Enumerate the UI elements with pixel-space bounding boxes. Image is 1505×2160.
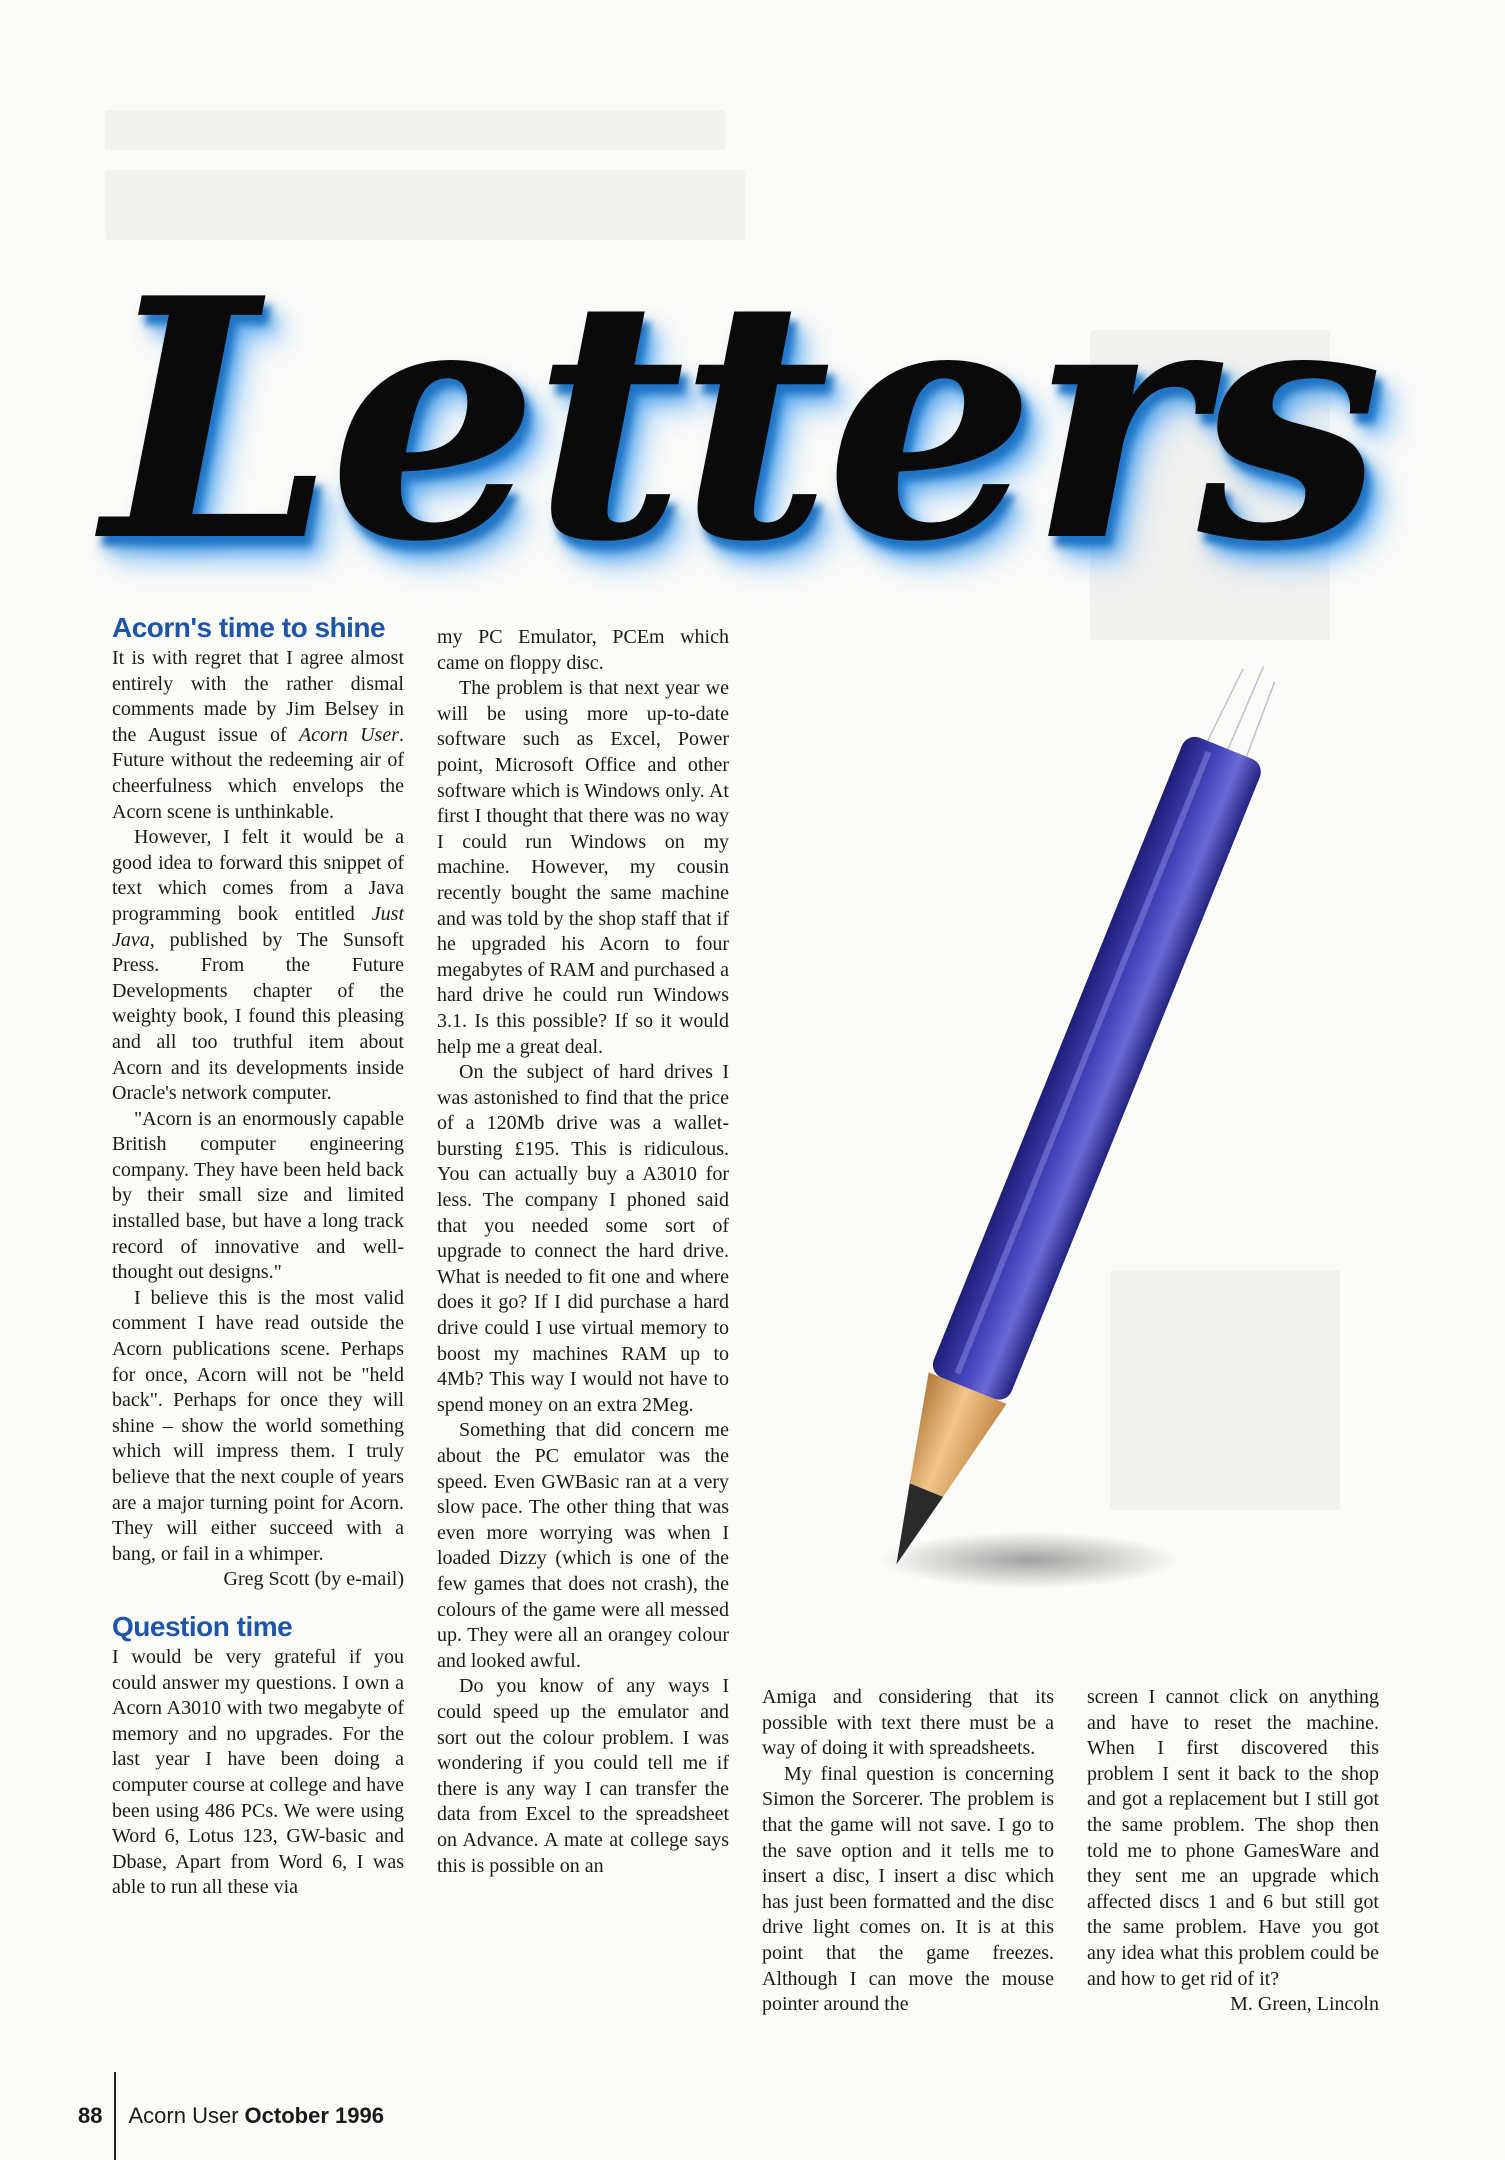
page-number: 88 xyxy=(78,2103,103,2128)
letter-paragraph: Amiga and considering that its possible with text there must be a way of doing it with spreadsheets. xyxy=(762,1686,1054,1760)
letter-heading: Question time xyxy=(112,1610,293,1642)
column-2 xyxy=(437,625,729,1879)
letter-paragraph: Do you know of any ways I could speed up the emulator and sort out the colour problem. I was wondering if you could tell me if there is any way I can transfer the data from Excel to the spreadsheet on Advance. A mate at college says this is possible on an xyxy=(437,1675,729,1877)
letter-paragraph: Something that did concern me about the PC emulator was the speed. Even GWBasic ran at a very slow pace. The other thing that was even more worrying was when I loaded Dizzy (which is one of the few games that does not crash), the colours of the game were all messed up. They were all an orangey colour and looked awful. xyxy=(437,1419,729,1672)
page-footer xyxy=(78,2072,384,2160)
letter-heading: Acorn's time to shine xyxy=(112,612,386,643)
letter-paragraph: My final question is concerning Simon the Sorcerer. The problem is that the game will not save. I go to the save option and it tells me to insert a disc, I insert a disc which has just been formatted and the disc drive light comes on. It is at this point that the game freezes. Although I can move the mouse pointer around the xyxy=(762,1762,1054,2016)
magazine-title: Acorn User xyxy=(298,723,399,746)
letter-signature: Greg Scott (by e-mail) xyxy=(223,1568,404,1591)
letter-paragraph: my PC Emulator, PCEm which came on floppy disc. xyxy=(437,626,729,674)
column-4 xyxy=(1087,1685,1379,2018)
letter-paragraph: It is with regret that I agree almost entirely with the rather dismal comments made by Jim Belsey in the August issue of Acorn User. Future without the redeeming air of cheerfulness which envelops the Acorn scene is unthinkable. xyxy=(112,647,404,823)
column-3 xyxy=(762,1685,1054,2018)
letter-paragraph: However, I felt it would be a good idea to forward this snippet of text which comes from a Java programming book entitled Just Java, published by The Sunsoft Press. From the Future Developments chapter of the weighty book, I found this pleasing and all too truthful item about Acorn and its developments inside Oracle's network computer. xyxy=(112,826,404,1105)
letter-paragraph: I would be very grateful if you could answer my questions. I own a Acorn A3010 with two megabyte of memory and no upgrades. For the last year I have been doing a computer course at college and have been using 486 PCs. We were using Word 6, Lotus 123, GW-basic and Dbase, Apart from Word 6, I was able to run all these via xyxy=(112,1645,404,1899)
magazine-name: Acorn User xyxy=(128,2103,239,2128)
letter-paragraph: The problem is that next year we will be using more up-to-date software such as Excel, Power point, Microsoft Office and other software which is Windows only. At first I thought that there was no way I could run Windows on my machine. However, my cousin recently bought the same machine and was told by the shop staff that if he upgraded his Acorn to four megabytes of RAM and purchased a hard drive he could run Windows 3.1. Is this possible? If so it would help me a great deal. xyxy=(437,677,729,1058)
letter-paragraph: screen I cannot click on anything and have to reset the machine. When I first discovered this problem I sent it back to the shop and got a replacement but I still got the same problem. The shop then told me to phone GamesWare and they sent me an upgrade which affected discs 1 and 6 but still got the same problem. Have you got any idea what this problem could be and how to get rid of it? xyxy=(1087,1686,1379,1990)
pencil-illustration xyxy=(870,640,1290,1640)
issue-date: October 1996 xyxy=(244,2103,384,2128)
book-title: Just Java xyxy=(112,902,404,951)
letter-paragraph: I believe this is the most valid comment I have read outside the Acorn publications scene. Perhaps for once, Acorn will not be "held back". Perhaps for once they will shine – show the world something which will impress them. I truly believe that the next couple of years are a major turning point for Acorn. They will either succeed with a bang, or fail in a whimper. xyxy=(112,1286,404,1565)
letter-signature: M. Green, Lincoln xyxy=(1230,1993,1379,2016)
footer-rule xyxy=(114,2072,116,2160)
column-1 xyxy=(112,612,404,1901)
letter-paragraph: On the subject of hard drives I was astonished to find that the price of a 120Mb drive was a wallet-bursting £195. This is ridiculous. You can actually buy a A3010 for less. The company I phoned said that you needed some sort of upgrade to connect the hard drive. What is needed to fit one and where does it go? If I did purchase a hard drive could I use virtual memory to boost my machines RAM up to 4Mb? This way I would not have to spend money on an extra 2Meg. xyxy=(437,1061,729,1416)
letter-quote: "Acorn is an enormously capable British computer engineering company. They have been held back by their small size and limited installed base, but have a long track record of innovative and well-thought out designs." xyxy=(112,1107,404,1284)
page-title: Letters xyxy=(102,226,1378,614)
